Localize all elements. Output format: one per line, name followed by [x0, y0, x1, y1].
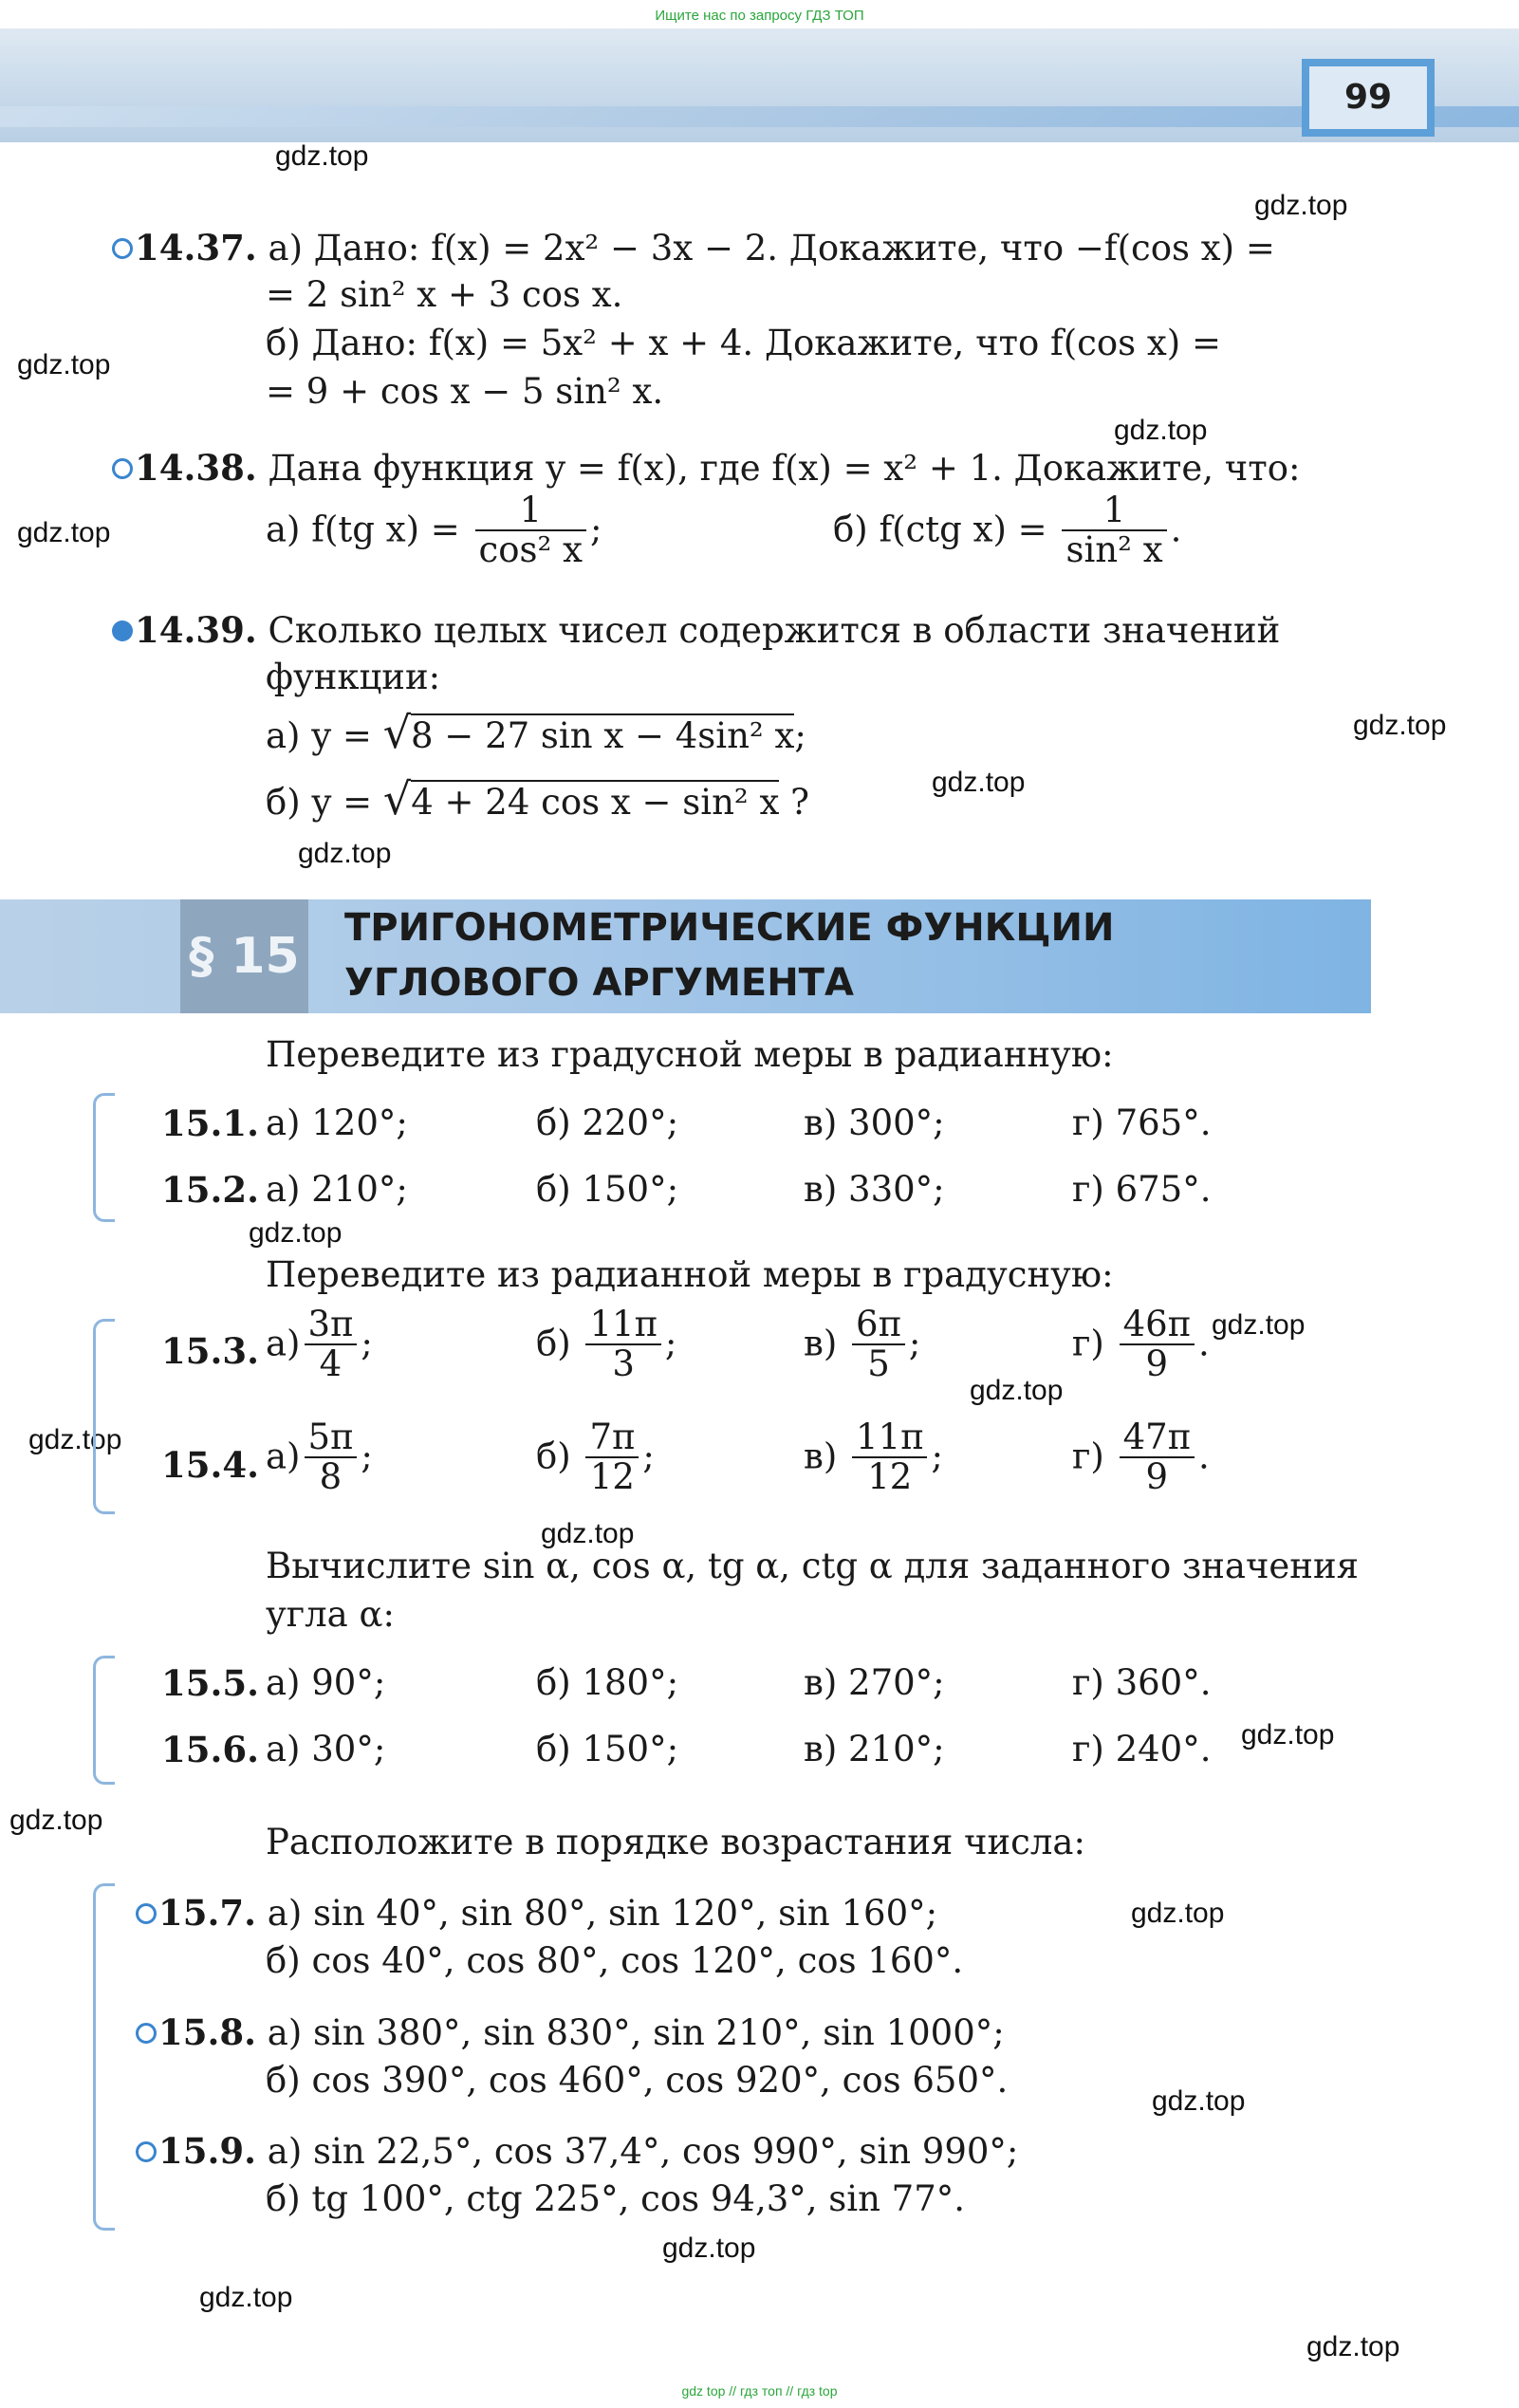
problem-15-9-line2: б) tg 100°, ctg 225°, cos 94,3°, sin 77°. — [266, 2178, 966, 2219]
fraction-denominator: 3 — [612, 1343, 635, 1384]
problem-14-37-line1 — [112, 225, 1275, 271]
radicand: 8 − 27 sin x − 4sin² x — [411, 715, 795, 756]
watermark: gdz.top — [28, 1424, 122, 1455]
level-circle-icon — [112, 238, 133, 259]
fraction-denominator: 9 — [1145, 1456, 1169, 1497]
fraction-denominator: 12 — [589, 1456, 635, 1497]
watermark: gdz.top — [17, 517, 111, 548]
part-c: в) $\frac{6\pi}{5}$ ; — [804, 1304, 921, 1384]
problem-text: Сколько целых чисел содержится в области значений — [268, 610, 1281, 651]
fraction-denominator: 5 — [867, 1343, 890, 1384]
fraction-denominator: 12 — [867, 1456, 913, 1497]
problem-14-39-part-a: а) y = √8 − 27 sin x − 4sin² x; — [266, 707, 806, 758]
problem-14-37-line3: б) Дано: f(x) = 5x² + x + 4. Докажите, что f(cos x) = — [266, 323, 1221, 363]
instruction: Переведите из градусной меры в радианную: — [266, 1034, 1114, 1075]
problem-14-37-line2: = 2 sin² x + 3 cos x. — [266, 274, 623, 315]
part-b-lhs: б) y = — [266, 782, 373, 823]
part-b-lhs: б) f(ctg x) = — [832, 509, 1047, 550]
watermark: gdz.top — [1306, 2331, 1400, 2362]
part-a-lhs: а) f(tg x) = — [266, 509, 460, 550]
problem-number: 15.4. — [161, 1444, 259, 1486]
fraction-denominator: cos² x — [478, 529, 583, 570]
problem-15-5 — [161, 1660, 259, 1707]
problem-14-39-line1 — [112, 607, 1280, 654]
watermark: gdz.top — [1152, 2085, 1246, 2117]
part-a: а) 30°; — [266, 1729, 386, 1769]
section-badge: § 15 — [180, 899, 308, 1013]
problem-15-7-line1 — [136, 1890, 937, 1936]
problem-15-2 — [161, 1167, 259, 1213]
group-bracket — [93, 1656, 115, 1785]
part-a: а) sin 22,5°, cos 37,4°, cos 990°, sin 990°; — [267, 2131, 1019, 2172]
problem-14-38-line1 — [112, 445, 1300, 491]
problem-15-3 — [161, 1328, 259, 1375]
watermark: gdz.top — [17, 349, 111, 380]
sqrt-sign-icon: √ — [382, 707, 411, 758]
problem-number: 15.3. — [161, 1330, 259, 1372]
part-a: а) $\frac{3\pi}{4}$ ; — [266, 1304, 373, 1384]
part-a: а) 90°; — [266, 1662, 386, 1703]
level-circle-icon — [136, 1903, 157, 1924]
fraction-denominator: 4 — [319, 1343, 343, 1384]
part-a: а) sin 380°, sin 830°, sin 210°, sin 1000°; — [267, 2012, 1005, 2053]
watermark: gdz.top — [662, 2232, 756, 2264]
part-label: а) — [266, 1323, 301, 1364]
level-circle-icon — [136, 2141, 157, 2162]
fraction-numerator: 1 — [1062, 491, 1166, 531]
problem-number: 15.2. — [161, 1169, 259, 1211]
instruction: Переведите из радианной меры в градусную: — [266, 1254, 1114, 1295]
watermark: gdz.top — [1241, 1719, 1335, 1750]
problem-number: 15.5. — [161, 1662, 259, 1704]
problem-number: 15.1. — [161, 1102, 259, 1144]
header-stripe — [0, 106, 1519, 127]
level-circle-icon — [112, 458, 133, 479]
part-a-lhs: а) y = — [266, 715, 372, 756]
fraction — [1120, 1418, 1195, 1496]
watermark: gdz.top — [1114, 415, 1208, 446]
problem-14-38-line2: а) f(tg x) = $\frac{1}{\text{cos² x}}$ ; б) f(ctg x) = $\frac{1}{\text{sin² x}}$ . — [266, 490, 1182, 570]
problem-14-39-part-b: б) y = √4 + 24 cos x − sin² x ? — [266, 773, 809, 824]
fraction — [1062, 491, 1166, 569]
fraction-numerator: 11π — [585, 1306, 660, 1345]
watermark: gdz.top — [9, 1805, 103, 1836]
watermark: gdz.top — [199, 2282, 293, 2313]
fraction — [585, 1306, 660, 1383]
watermark: gdz.top — [298, 838, 392, 869]
part-label: б) — [536, 1323, 571, 1364]
problem-15-8-line1 — [136, 2010, 1005, 2056]
footer-note: gdz top // гдз топ // гдз top — [681, 2383, 838, 2399]
watermark: gdz.top — [1353, 710, 1447, 741]
part-a: а) $\frac{5\pi}{8}$ ; — [266, 1417, 373, 1497]
fraction — [585, 1418, 639, 1496]
fraction — [852, 1306, 905, 1383]
top-note: Ищите нас по запросу ГДЗ ТОП — [655, 8, 864, 24]
problem-15-7-line2: б) cos 40°, cos 80°, cos 120°, cos 160°. — [266, 1940, 964, 1981]
problem-number: 15.7. — [158, 1892, 256, 1934]
problem-text: а) Дано: f(x) = 2x² − 3x − 2. Докажите, что −f(cos x) = — [268, 228, 1275, 269]
problem-text: Дана функция y = f(x), где f(x) = x² + 1. Докажите, что: — [268, 448, 1301, 489]
section-title-line1: ТРИГОНОМЕТРИЧЕСКИЕ ФУНКЦИИ — [344, 906, 1115, 950]
part-b: б) 220°; — [536, 1102, 679, 1143]
part-b: б) 180°; — [536, 1662, 679, 1703]
part-a: а) 120°; — [266, 1102, 408, 1143]
problem-15-1 — [161, 1101, 259, 1147]
fraction-numerator: 5π — [305, 1418, 358, 1458]
part-b: б) $\frac{11\pi}{3}$ ; — [536, 1304, 677, 1384]
level-dot-icon — [112, 621, 133, 641]
problem-number: 14.37. — [135, 227, 257, 269]
part-a: а) 210°; — [266, 1169, 408, 1210]
section-title-line2: УГЛОВОГО АРГУМЕНТА — [344, 961, 854, 1005]
part-c: в) 330°; — [804, 1169, 945, 1210]
problem-number: 14.39. — [135, 609, 257, 651]
part-b: б) 150°; — [536, 1169, 679, 1210]
fraction-numerator: 11π — [852, 1418, 927, 1458]
problem-15-9-line1 — [136, 2128, 1018, 2175]
part-c: в) 210°; — [804, 1729, 945, 1769]
part-d: г) 360°. — [1072, 1662, 1212, 1703]
part-c: в) 270°; — [804, 1662, 945, 1703]
problem-15-8-line2: б) cos 390°, cos 460°, cos 920°, cos 650°. — [266, 2060, 1009, 2101]
part-label: г) — [1072, 1436, 1104, 1477]
problem-number: 15.8. — [158, 2011, 256, 2053]
fraction-numerator: 1 — [475, 491, 586, 531]
part-d: г) 765°. — [1072, 1102, 1212, 1143]
fraction-numerator: 47π — [1120, 1418, 1195, 1458]
part-label: в) — [804, 1436, 838, 1477]
part-a: а) sin 40°, sin 80°, sin 120°, sin 160°; — [267, 1893, 938, 1934]
part-label: б) — [536, 1436, 571, 1477]
group-bracket — [93, 1093, 115, 1222]
problem-number: 14.38. — [135, 447, 257, 489]
part-d: г) $\frac{46\pi}{9}$ . — [1072, 1304, 1210, 1384]
watermark: gdz.top — [1212, 1309, 1306, 1341]
fraction-denominator: sin² x — [1065, 529, 1163, 570]
group-bracket — [93, 1319, 115, 1514]
watermark: gdz.top — [1131, 1898, 1225, 1929]
fraction — [475, 491, 586, 569]
watermark: gdz.top — [249, 1217, 343, 1249]
watermark: gdz.top — [1254, 190, 1348, 221]
fraction-denominator: 9 — [1145, 1343, 1169, 1384]
group-bracket — [93, 1883, 115, 2231]
instruction-line1: Вычислите sin α, cos α, tg α, ctg α для заданного значения — [266, 1546, 1359, 1586]
fraction-numerator: 6π — [852, 1306, 905, 1345]
part-label: в) — [804, 1323, 838, 1364]
part-d: г) 675°. — [1072, 1169, 1212, 1210]
fraction — [1120, 1306, 1195, 1383]
part-label: а) — [266, 1436, 301, 1477]
part-c: в) 300°; — [804, 1102, 945, 1143]
watermark: gdz.top — [970, 1375, 1064, 1406]
problem-number: 15.6. — [161, 1729, 259, 1770]
level-circle-icon — [136, 2023, 157, 2044]
page-number: 99 — [1302, 59, 1435, 137]
watermark: gdz.top — [932, 767, 1026, 798]
instruction: Расположите в порядке возрастания числа: — [266, 1822, 1085, 1862]
instruction-line2: угла α: — [266, 1594, 395, 1635]
fraction-numerator: 3π — [305, 1306, 358, 1345]
part-d: г) 240°. — [1072, 1729, 1212, 1769]
part-b: б) $\frac{7\pi}{12}$ ; — [536, 1417, 655, 1497]
fraction-denominator: 8 — [319, 1456, 343, 1497]
fraction-numerator: 46π — [1120, 1306, 1195, 1345]
part-d: г) $\frac{47\pi}{9}$ . — [1072, 1417, 1210, 1497]
fraction — [852, 1418, 927, 1496]
problem-14-39-line2: функции: — [266, 657, 441, 697]
fraction — [305, 1306, 358, 1383]
part-c: в) $\frac{11\pi}{12}$ ; — [804, 1417, 943, 1497]
watermark: gdz.top — [541, 1518, 635, 1549]
fraction — [305, 1418, 358, 1496]
problem-number: 15.9. — [158, 2130, 256, 2172]
problem-15-6 — [161, 1727, 259, 1773]
fraction-numerator: 7π — [585, 1418, 639, 1458]
sqrt-sign-icon: √ — [382, 773, 412, 824]
part-label: г) — [1072, 1323, 1104, 1364]
watermark: gdz.top — [275, 140, 369, 172]
problem-14-37-line4: = 9 + cos x − 5 sin² x. — [266, 371, 664, 412]
part-b: б) 150°; — [536, 1729, 679, 1769]
problem-15-4 — [161, 1442, 259, 1489]
radicand: 4 + 24 cos x − sin² x — [411, 782, 780, 823]
